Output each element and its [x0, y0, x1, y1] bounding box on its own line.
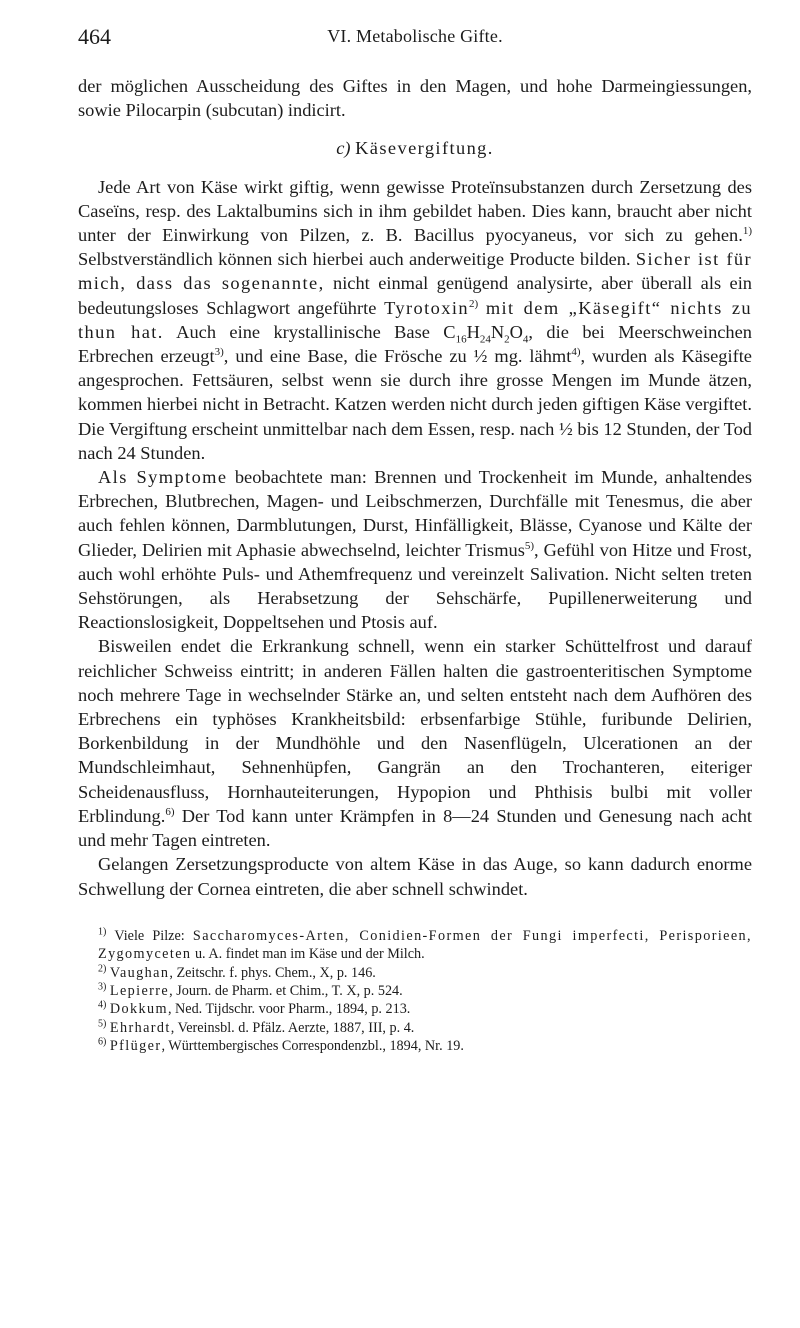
footnote: $^{5)}$ Ehrhardt, Vereinsbl. d. Pfälz. Aerzte, 1887, III, p. 4.	[98, 1018, 415, 1036]
paragraph-1: Jede Art von Käse wirkt giftig, wenn gewisse Proteïnsubstanzen durch Zersetzung des Caseïns, resp. des Laktalbumins sich in ihm gebildet haben. Dies kann, braucht aber nicht unter der Einwirkung von Pilzen, z. B. Bacillus pyocyaneus, vor sich zu gehen.$^{1)}$ Selbstverständlich können sich hierbei auch anderweitige Producte bilden. Sicher ist für mich, dass das sogenannte, nicht einmal genügend analysirte, aber überall als ein bedeutungsloses Schlagwort angeführte Tyrotoxin$^{2)}$ mit dem „Käsegift“ nichts zu thun hat. Auch eine krystallinische Base $C_{16}H_{24}N_2O_4$, die bei Meerschweinchen Erbrechen erzeugt$^{3)}$, und eine Base, die Frösche zu ½ mg. lähmt$^{4)}$, wurden als Käsegifte angesprochen. Fettsäuren, selbst wenn sie durch ihre grosse Mengen im Munde ätzen, kommen hierbei nicht in Betracht. Katzen werden nicht durch jeden giftigen Käse vergiftet. Die Vergiftung erscheint unmittelbar nach dem Essen, resp. nach ½ bis 12 Stunden, der Tod nach 24 Stunden.	[78, 176, 752, 463]
section-letter: c)	[336, 138, 351, 159]
footnote-ref-3: 3)	[214, 345, 224, 358]
running-head	[78, 24, 752, 54]
footnote-ref-1: 1)	[742, 224, 752, 237]
running-title: VI. Metabolische Gifte.	[327, 26, 503, 46]
footnote: $^{1)}$ Viele Pilze: Saccharomyces-Arten, Conidien-Formen der Fungi imperfecti, Perisporieen, Zygomyceten u. A. findet man im Käse und der Milch.	[98, 925, 752, 963]
paragraph-intro: der möglichen Ausscheidung des Giftes in den Magen, und hohe Darmeingiessungen, sowie Pilocarpin (subcutan) indicirt.	[78, 76, 752, 121]
section-heading	[78, 136, 752, 160]
paragraph-2: Als Symptome beobachtete man: Brennen und Trockenheit im Munde, anhaltendes Erbrechen, Blutbrechen, Magen- und Leibschmerzen, Durchfälle mit Tenesmus, die aber auch fehlen können, Darmblutungen, Durst, Hinfälligkeit, Blässe, Cyanose und Kälte der Glieder, Delirien mit Aphasie abwechselnd, leichter Trismus$^{5)}$, Gefühl von Hitze und Frost, auch wohl erhöhte Puls- und Athemfrequenz und vereinzelt Salivation. Nicht selten treten Sehstörungen, als Herabsetzung der Sehschärfe, Pupillenerweiterung und Reactionslosigkeit, Doppeltsehen und Ptosis auf.	[78, 467, 752, 633]
footnote: $^{4)}$ Dokkum, Ned. Tijdschr. voor Pharm., 1894, p. 213.	[98, 999, 411, 1018]
footnotes	[78, 927, 752, 1056]
page-number: 464	[78, 24, 111, 49]
footnote-ref-2: 2)	[468, 297, 479, 310]
footnote-ref-6: 6)	[165, 805, 175, 818]
footnote: $^{3)}$ Lepierre, Journ. de Pharm. et Chim., T. X, p. 524.	[98, 981, 403, 999]
footnote: $^{2)}$ Vaughan, Zeitschr. f. phys. Chem., X, p. 146.	[98, 962, 376, 981]
section-title: Käsevergiftung.	[355, 138, 494, 159]
footnote-ref-5: 5)	[524, 539, 535, 552]
main-text	[78, 74, 752, 901]
paragraph-3: Bisweilen endet die Erkrankung schnell, wenn ein starker Schüttelfrost und darauf reichlicher Schweiss eintritt; in anderen Fällen halten die gastroenteritischen Symptome noch mehrere Tage in wechselnder Stärke an, und selten entsteht nach dem Aufhören des Erbrechens ein typhöses Krankheitsbild: erbsenfarbige Stühle, furibunde Delirien, Borkenbildung in der Mundhöhle und den Nasenflügeln, Ulcerationen an der Mundschleimhaut, Sehnenhüpfen, Gangrän an den Trochanteren, eiteriger Scheidenausfluss, Hornhauteiterungen, Hypopion und Phthisis bulbi mit voller Erblindung.$^{6)}$ Der Tod kann unter Krämpfen in 8—24 Stunden und Genesung nach acht und mehr Tagen eintreten.	[78, 636, 752, 851]
footnote: $^{6)}$ Pflüger, Württembergisches Correspondenzbl., 1894, Nr. 19.	[98, 1036, 464, 1055]
book-page	[78, 24, 752, 1056]
paragraph-4: Gelangen Zersetzungsproducte von altem Käse in das Auge, so kann dadurch enorme Schwellung der Cornea eintreten, die aber schnell schwindet.	[78, 854, 752, 899]
footnote-ref-4: 4)	[571, 345, 581, 358]
